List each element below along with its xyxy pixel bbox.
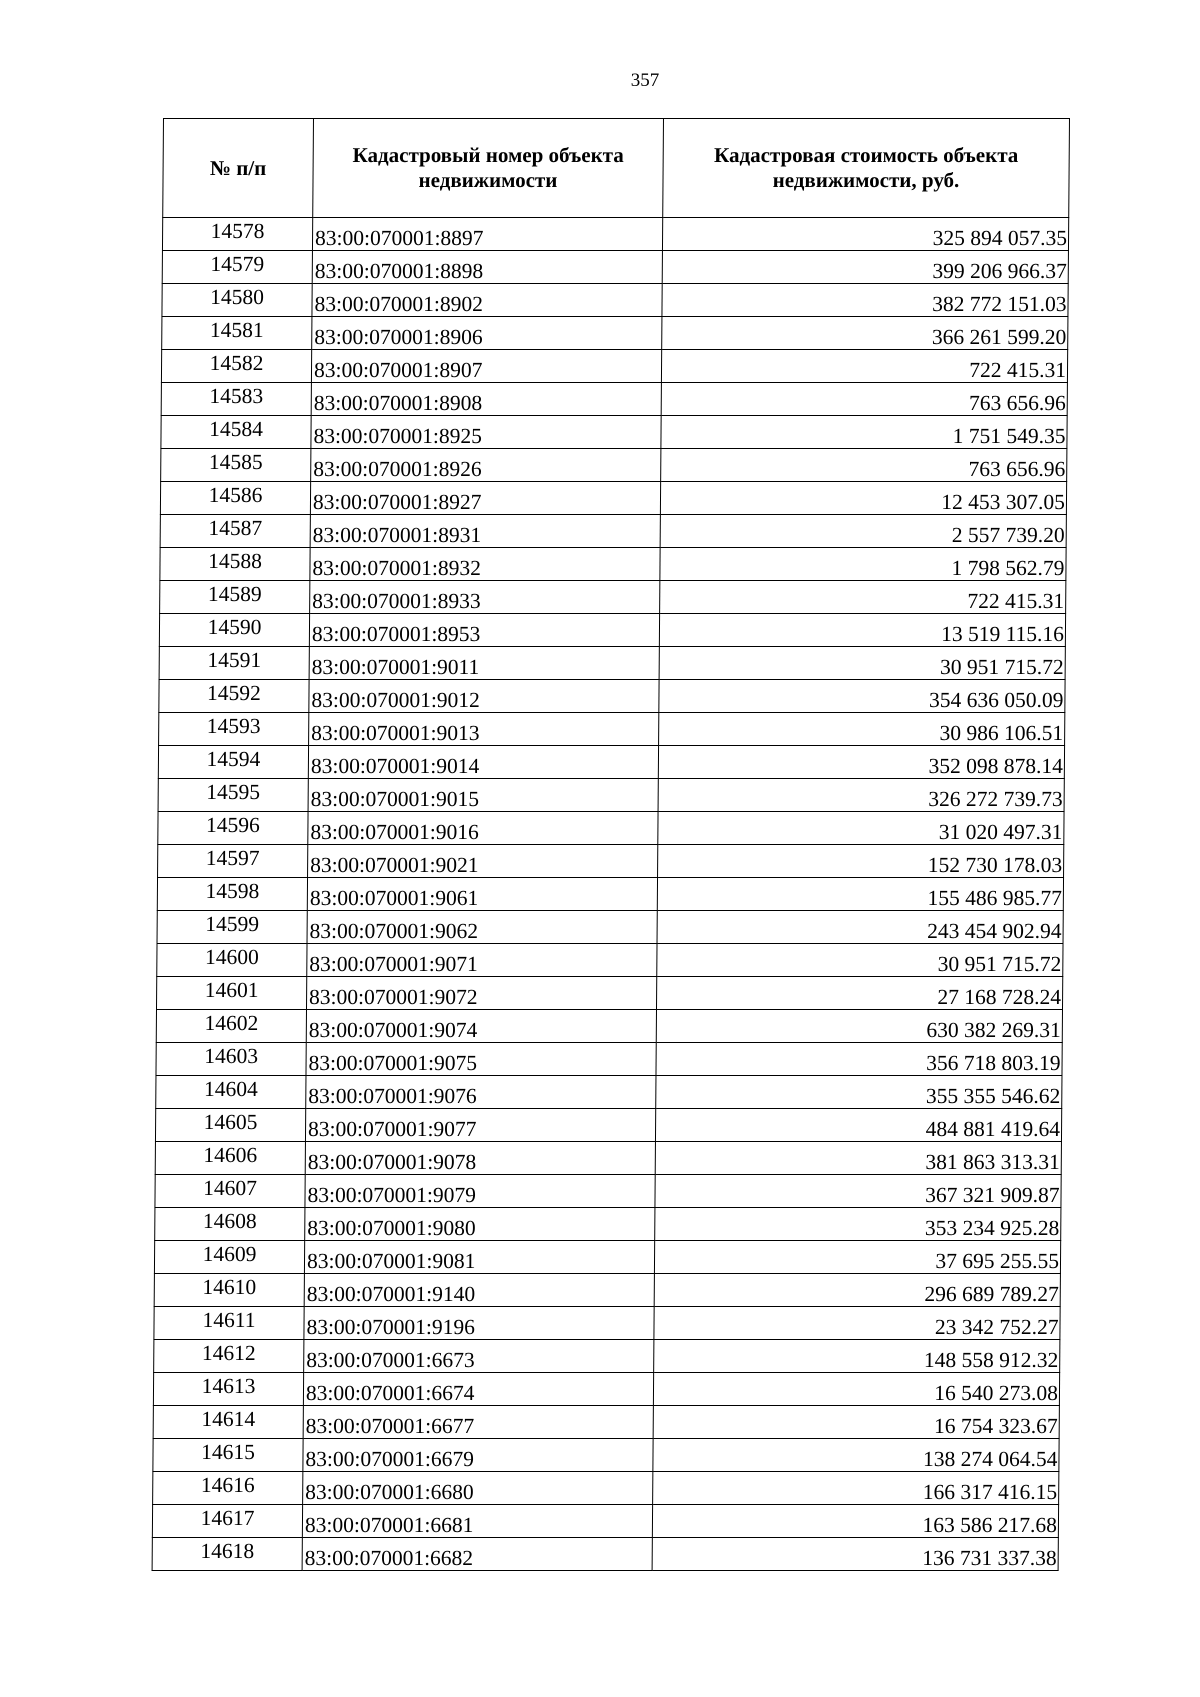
cadastral-value: 354 636 050.09 [659,680,1065,713]
cadastral-number: 83:00:070001:9071 [307,944,657,977]
cadastral-value: 155 486 985.77 [657,878,1063,911]
cadastral-number: 83:00:070001:9075 [306,1043,656,1076]
cadastral-number: 83:00:070001:6674 [303,1373,653,1406]
row-number: 14603 [156,1043,306,1076]
header-cadastral-value: Кадастровая стоимость объекта недвижимости, руб. [663,119,1070,218]
row-number: 14599 [157,911,307,944]
cadastral-number: 83:00:070001:9079 [305,1175,655,1208]
cadastral-value: 367 321 909.87 [655,1175,1061,1208]
cadastral-number: 83:00:070001:8933 [310,581,660,614]
row-number: 14589 [160,581,310,614]
table-row [156,1043,1062,1076]
row-number: 14601 [156,977,306,1010]
table-body [152,218,1069,1571]
row-number: 14607 [155,1175,305,1208]
cadastral-number: 83:00:070001:8908 [311,383,661,416]
cadastral-number: 83:00:070001:9012 [309,680,659,713]
row-number: 14592 [159,680,309,713]
row-number: 14582 [161,350,311,383]
cadastral-value: 148 558 912.32 [654,1340,1060,1373]
cadastral-number: 83:00:070001:9078 [305,1142,655,1175]
table-row [153,1373,1059,1406]
cadastral-number: 83:00:070001:6677 [303,1406,653,1439]
cadastral-value: 16 540 273.08 [653,1373,1059,1406]
cadastral-number: 83:00:070001:9013 [309,713,659,746]
cadastral-value: 326 272 739.73 [658,779,1064,812]
cadastral-number: 83:00:070001:9015 [308,779,658,812]
table-row [156,1010,1062,1043]
table-row [159,680,1065,713]
row-number: 14606 [155,1142,305,1175]
table-row [153,1439,1059,1472]
row-number: 14593 [159,713,309,746]
cadastral-value: 30 951 715.72 [659,647,1065,680]
table-row [162,218,1068,251]
row-number: 14583 [161,383,311,416]
row-number: 14617 [152,1505,302,1538]
cadastral-value: 31 020 497.31 [658,812,1064,845]
page-number: 357 [630,70,660,91]
table-row [162,284,1068,317]
cadastral-value: 136 731 337.38 [652,1538,1058,1571]
cadastral-table [152,118,1070,1571]
table-row [155,1109,1061,1142]
table-row [154,1307,1060,1340]
header-row [163,119,1070,218]
table-row [161,416,1067,449]
cadastral-value: 763 656.96 [661,383,1067,416]
table-row [161,449,1067,482]
cadastral-value: 30 986 106.51 [659,713,1065,746]
table-row [154,1241,1060,1274]
cadastral-value: 722 415.31 [660,581,1066,614]
row-number: 14597 [158,845,308,878]
table-row [158,779,1064,812]
cadastral-value: 152 730 178.03 [658,845,1064,878]
cadastral-value: 13 519 115.16 [659,614,1065,647]
cadastral-value: 722 415.31 [661,350,1067,383]
cadastral-value: 163 586 217.68 [652,1505,1058,1538]
cadastral-value: 399 206 966.37 [662,251,1068,284]
table-row [160,482,1066,515]
cadastral-number: 83:00:070001:9014 [308,746,658,779]
row-number: 14615 [153,1439,303,1472]
table-row [160,515,1066,548]
cadastral-number: 83:00:070001:8927 [310,482,660,515]
row-number: 14609 [154,1241,304,1274]
table-row [158,812,1064,845]
row-number: 14580 [162,284,312,317]
cadastral-number: 83:00:070001:9077 [305,1109,655,1142]
table-row [162,251,1068,284]
cadastral-value: 381 863 313.31 [655,1142,1061,1175]
table-row [160,581,1066,614]
cadastral-number: 83:00:070001:8932 [310,548,660,581]
cadastral-number: 83:00:070001:6680 [303,1472,653,1505]
row-number: 14585 [161,449,311,482]
table-row [156,977,1062,1010]
cadastral-value: 1 798 562.79 [660,548,1066,581]
row-number: 14595 [158,779,308,812]
row-number: 14614 [153,1406,303,1439]
cadastral-number: 83:00:070001:8898 [312,251,662,284]
cadastral-number: 83:00:070001:9080 [305,1208,655,1241]
row-number: 14611 [154,1307,304,1340]
table-row [159,713,1065,746]
cadastral-value: 243 454 902.94 [657,911,1063,944]
cadastral-number: 83:00:070001:8925 [311,416,661,449]
cadastral-number: 83:00:070001:9062 [307,911,657,944]
cadastral-number: 83:00:070001:8897 [312,218,662,251]
cadastral-value: 16 754 323.67 [653,1406,1059,1439]
row-number: 14584 [161,416,311,449]
row-number: 14618 [152,1538,302,1571]
row-number: 14588 [160,548,310,581]
table-row [155,1175,1061,1208]
table-row [157,944,1063,977]
cadastral-value: 2 557 739.20 [660,515,1066,548]
table-row [160,548,1066,581]
table-row [161,383,1067,416]
cadastral-number: 83:00:070001:8926 [311,449,661,482]
row-number: 14578 [162,218,312,251]
cadastral-number: 83:00:070001:9074 [306,1010,656,1043]
table-row [158,746,1064,779]
row-number: 14586 [160,482,310,515]
cadastral-value: 352 098 878.14 [658,746,1064,779]
row-number: 14579 [162,251,312,284]
cadastral-number: 83:00:070001:9016 [308,812,658,845]
cadastral-value: 630 382 269.31 [656,1010,1062,1043]
cadastral-number: 83:00:070001:9061 [307,878,657,911]
cadastral-value: 138 274 064.54 [653,1439,1059,1472]
cadastral-number: 83:00:070001:9196 [304,1307,654,1340]
row-number: 14598 [157,878,307,911]
table-row [158,845,1064,878]
table-row [153,1406,1059,1439]
header-number: № п/п [163,119,314,218]
cadastral-number: 83:00:070001:9021 [308,845,658,878]
table-row [155,1142,1061,1175]
cadastral-value: 382 772 151.03 [662,284,1068,317]
cadastral-number: 83:00:070001:8953 [309,614,659,647]
row-number: 14613 [153,1373,303,1406]
cadastral-value: 30 951 715.72 [657,944,1063,977]
table-row [153,1472,1059,1505]
cadastral-number: 83:00:070001:6679 [303,1439,653,1472]
cadastral-number: 83:00:070001:8906 [312,317,662,350]
table-header [163,119,1070,218]
cadastral-value: 763 656.96 [661,449,1067,482]
row-number: 14596 [158,812,308,845]
cadastral-number: 83:00:070001:9072 [306,977,656,1010]
table-row [152,1505,1058,1538]
cadastral-number: 83:00:070001:9081 [304,1241,654,1274]
row-number: 14594 [158,746,308,779]
row-number: 14587 [160,515,310,548]
table-row [161,350,1067,383]
cadastral-value: 27 168 728.24 [656,977,1062,1010]
row-number: 14590 [159,614,309,647]
row-number: 14591 [159,647,309,680]
cadastral-value: 166 317 416.15 [653,1472,1059,1505]
cadastral-value: 23 342 752.27 [654,1307,1060,1340]
table-row [154,1274,1060,1307]
row-number: 14608 [155,1208,305,1241]
cadastral-number: 83:00:070001:9140 [304,1274,654,1307]
cadastral-number: 83:00:070001:9076 [306,1076,656,1109]
cadastral-value: 1 751 549.35 [661,416,1067,449]
cadastral-number: 83:00:070001:9011 [309,647,659,680]
table-row [154,1340,1060,1373]
cadastral-value: 366 261 599.20 [662,317,1068,350]
table-row [155,1208,1061,1241]
row-number: 14581 [162,317,312,350]
cadastral-number: 83:00:070001:6673 [304,1340,654,1373]
table-row [157,911,1063,944]
header-cadastral-number: Кадастровый номер объекта недвижимости [313,119,664,218]
cadastral-value: 325 894 057.35 [662,218,1068,251]
table-row [159,614,1065,647]
row-number: 14602 [156,1010,306,1043]
row-number: 14612 [154,1340,304,1373]
cadastral-value: 356 718 803.19 [656,1043,1062,1076]
table-row [152,1538,1058,1571]
cadastral-value: 37 695 255.55 [654,1241,1060,1274]
table-row [156,1076,1062,1109]
row-number: 14605 [155,1109,305,1142]
table-row [162,317,1068,350]
row-number: 14616 [153,1472,303,1505]
table-row [159,647,1065,680]
cadastral-value: 355 355 546.62 [656,1076,1062,1109]
cadastral-number: 83:00:070001:6682 [302,1538,652,1571]
row-number: 14604 [156,1076,306,1109]
cadastral-number: 83:00:070001:8907 [311,350,661,383]
cadastral-value: 484 881 419.64 [655,1109,1061,1142]
table-row [157,878,1063,911]
cadastral-value: 12 453 307.05 [660,482,1066,515]
cadastral-number: 83:00:070001:8902 [312,284,662,317]
cadastral-number: 83:00:070001:6681 [302,1505,652,1538]
cadastral-value: 353 234 925.28 [655,1208,1061,1241]
row-number: 14600 [157,944,307,977]
cadastral-value: 296 689 789.27 [654,1274,1060,1307]
cadastral-number: 83:00:070001:8931 [310,515,660,548]
row-number: 14610 [154,1274,304,1307]
